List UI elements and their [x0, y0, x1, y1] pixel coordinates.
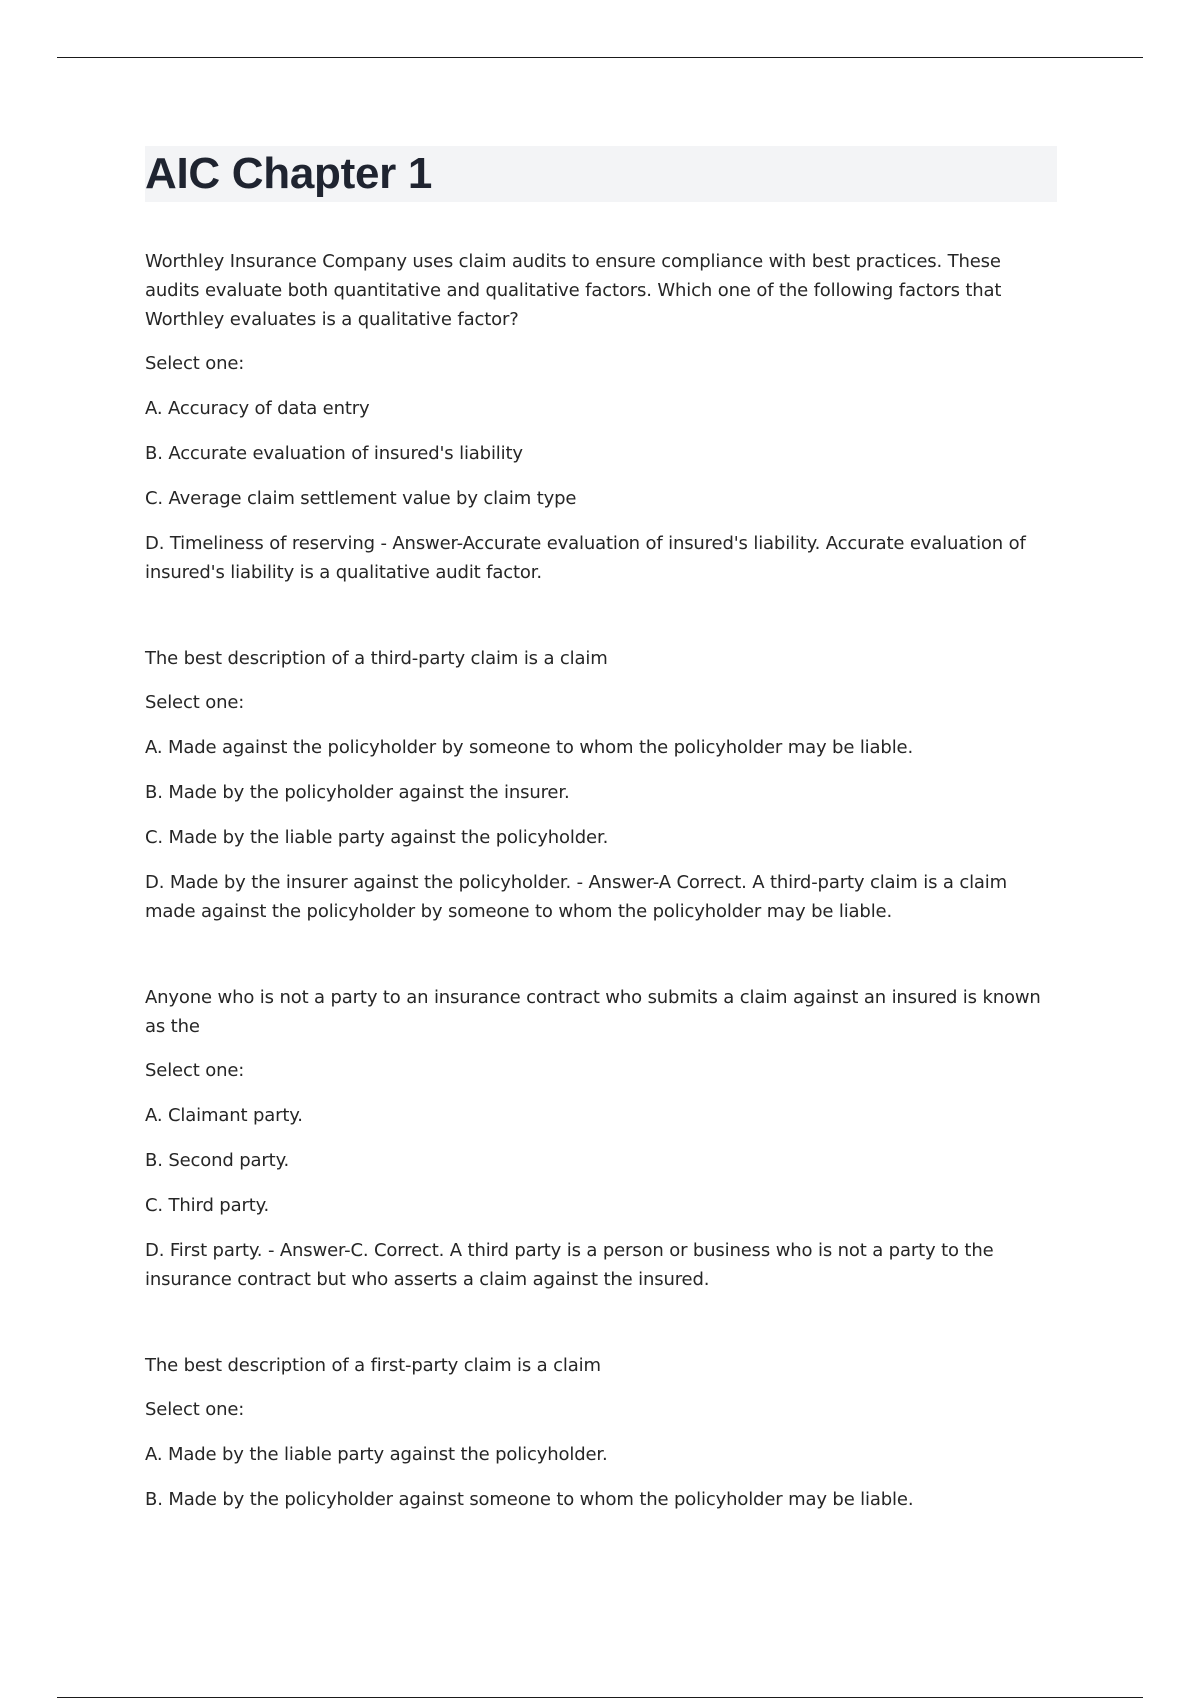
- option-a: A. Made against the policyholder by someone to whom the policyholder may be liable.: [145, 737, 914, 758]
- option-d-with-answer: D. First party. - Answer-C. Correct. A third party is a person or business who is not a party to the insurance contract but who asserts a claim against the insured.: [145, 1240, 994, 1290]
- option-c: C. Third party.: [145, 1195, 270, 1216]
- question-prompt: The best description of a third-party claim is a claim: [145, 648, 608, 669]
- option-a: A. Claimant party.: [145, 1105, 303, 1126]
- question-1: [145, 247, 1057, 587]
- document-body: [145, 146, 1057, 1514]
- option-c: C. Average claim settlement value by claim type: [145, 488, 577, 509]
- option-b: B. Made by the policyholder against someone to whom the policyholder may be liable.: [145, 1489, 914, 1510]
- question-prompt: Worthley Insurance Company uses claim audits to ensure compliance with best practices. These audits evaluate both quantitative and qualitative factors. Which one of the following factors that Worthley evaluates is a qualitative factor?: [145, 251, 1002, 330]
- option-c: C. Made by the liable party against the policyholder.: [145, 827, 609, 848]
- select-label: Select one:: [145, 353, 245, 374]
- option-b: B. Accurate evaluation of insured's liability: [145, 443, 523, 464]
- question-3: [145, 983, 1057, 1294]
- title-band: [145, 146, 1057, 202]
- option-a: A. Accuracy of data entry: [145, 398, 370, 419]
- option-b: B. Second party.: [145, 1150, 290, 1171]
- bottom-rule: [57, 1697, 1143, 1698]
- select-label: Select one:: [145, 1399, 245, 1420]
- select-label: Select one:: [145, 692, 245, 713]
- option-d-with-answer: D. Made by the insurer against the policyholder. - Answer-A Correct. A third-party claim is a claim made against the policyholder by someone to whom the policyholder may be liable.: [145, 872, 1008, 922]
- page-title: AIC Chapter 1: [145, 149, 433, 198]
- question-prompt: Anyone who is not a party to an insurance contract who submits a claim against an insured is known as the: [145, 987, 1041, 1037]
- top-rule: [57, 57, 1143, 58]
- question-prompt: The best description of a first-party claim is a claim: [145, 1355, 601, 1376]
- question-2: [145, 644, 1057, 926]
- select-label: Select one:: [145, 1060, 245, 1081]
- question-4: [145, 1351, 1057, 1514]
- option-d-with-answer: D. Timeliness of reserving - Answer-Accurate evaluation of insured's liability. Accurate evaluation of insured's liability is a qualitative audit factor.: [145, 533, 1026, 583]
- option-b: B. Made by the policyholder against the insurer.: [145, 782, 570, 803]
- option-a: A. Made by the liable party against the policyholder.: [145, 1444, 608, 1465]
